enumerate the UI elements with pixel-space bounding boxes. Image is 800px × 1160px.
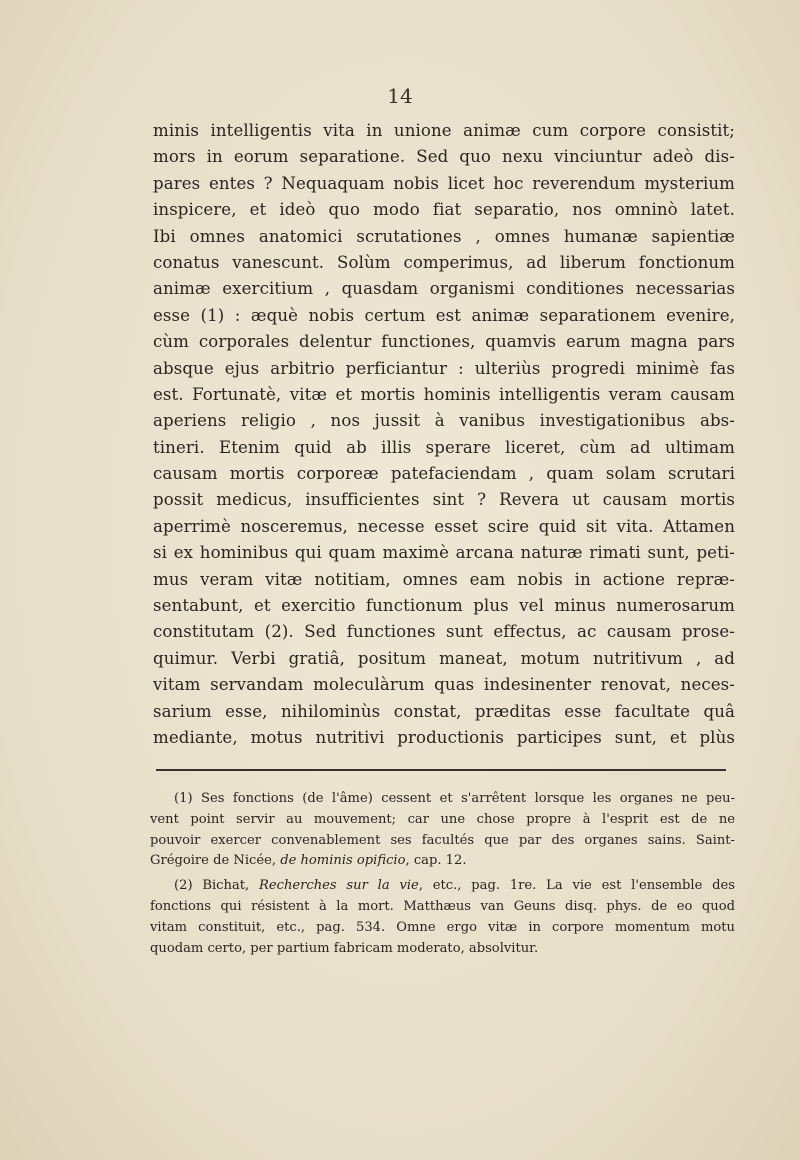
text-line: pares entes ? Nequaquam nobis licet hoc reverendum mysterium (153, 173, 735, 193)
text-line: mediante, motus nutritivi productionis participes sunt, et plùs (153, 727, 735, 747)
footnote-line: vitam constituit, etc., pag. 534. Omne ergo vitæ in corpore momentum motu (150, 919, 735, 935)
text-line: vitam servandam moleculàrum quas indesinenter renovat, neces- (153, 675, 735, 695)
footnote-work-title: Recherches sur la vie (259, 878, 419, 894)
text-line: inspicere, et ideò quo modo fiat separatio, nos omninò latet. (153, 200, 735, 220)
footnotes (150, 789, 735, 959)
text-line: causam mortis corporeæ patefaciendam , quam solam scrutari (153, 464, 735, 484)
text-line: aperrimè nosceremus, necesse esset scire quid sit vita. Attamen (153, 516, 735, 536)
text-line: cùm corporales delentur functiones, quamvis earum magna pars (153, 332, 735, 352)
text-line: mus veram vitæ notitiam, omnes eam nobis in actione repræ- (153, 569, 735, 589)
footnote-separator-rule (156, 769, 726, 771)
footnote-text: Grégoire de Nicée, (150, 853, 281, 869)
text-line: minis intelligentis vita in unione animæ cum corpore consistit; (153, 121, 735, 140)
footnote-1 (150, 789, 735, 872)
text-line: aperiens religio , nos jussit à vanibus investigationibus abs- (153, 411, 735, 431)
text-line: sentabunt, et exercitio functionum plus vel minus numerosarum (153, 596, 735, 616)
footnote-text: , etc., pag. 1re. La vie est l'ensemble des (418, 878, 735, 894)
text-line: absque ejus arbitrio perficiantur : ulteriùs progredi minimè fas (153, 358, 735, 378)
footnote-line: quodam certo, per partium fabricam moderato, absolvitur. (150, 940, 539, 956)
footnote-line: vent point servir au mouvement; car une chose propre à l'esprit est de ne (150, 811, 735, 827)
footnote-work-title: de hominis opificio (280, 853, 406, 869)
footnote-line: (1) Ses fonctions (de l'âme) cessent et s'arrêtent lorsque les organes ne peu- (174, 791, 735, 806)
footnote-line (150, 876, 735, 897)
text-line: conatus vanescunt. Solùm comperimus, ad liberum fonctionum (153, 252, 735, 272)
text-line: tineri. Etenim quid ab illis sperare liceret, cùm ad ultimam (153, 437, 735, 457)
footnote-text: (2) Bichat, (174, 878, 259, 894)
text-line: quimur. Verbi gratiâ, positum maneat, motum nutritivum , ad (153, 648, 735, 668)
footnote-line: pouvoir exercer convenablement ses facultés que par des organes sains. Saint- (150, 832, 735, 848)
text-line: Ibi omnes anatomici scrutationes , omnes humanæ sapientiæ (153, 226, 735, 246)
text-line: sarium esse, nihilominùs constat, præditas esse facultate quâ (153, 701, 735, 721)
footnote-line: fonctions qui résistent à la mort. Matthæus van Geuns disq. phys. de eo quod (150, 898, 735, 914)
text-line: possit medicus, insufficientes sint ? Revera ut causam mortis (153, 490, 735, 510)
footnote-text: , cap. 12. (405, 853, 467, 869)
text-line: animæ exercitium , quasdam organismi conditiones necessarias (153, 279, 735, 299)
text-line: esse (1) : æquè nobis certum est animæ separationem evenire, (153, 305, 735, 325)
page-number: 14 (387, 84, 413, 108)
footnote-2 (150, 876, 735, 959)
text-line: si ex hominibus qui quam maximè arcana naturæ rimati sunt, peti- (153, 543, 735, 563)
text-line: constitutam (2). Sed functiones sunt effectus, ac causam prose- (153, 622, 735, 642)
main-text (153, 118, 735, 751)
text-line: est. Fortunatè, vitæ et mortis hominis intelligentis veram causam (153, 384, 735, 404)
text-line: mors in eorum separatione. Sed quo nexu vinciuntur adeò dis- (153, 147, 735, 167)
footnote-line (150, 851, 735, 872)
